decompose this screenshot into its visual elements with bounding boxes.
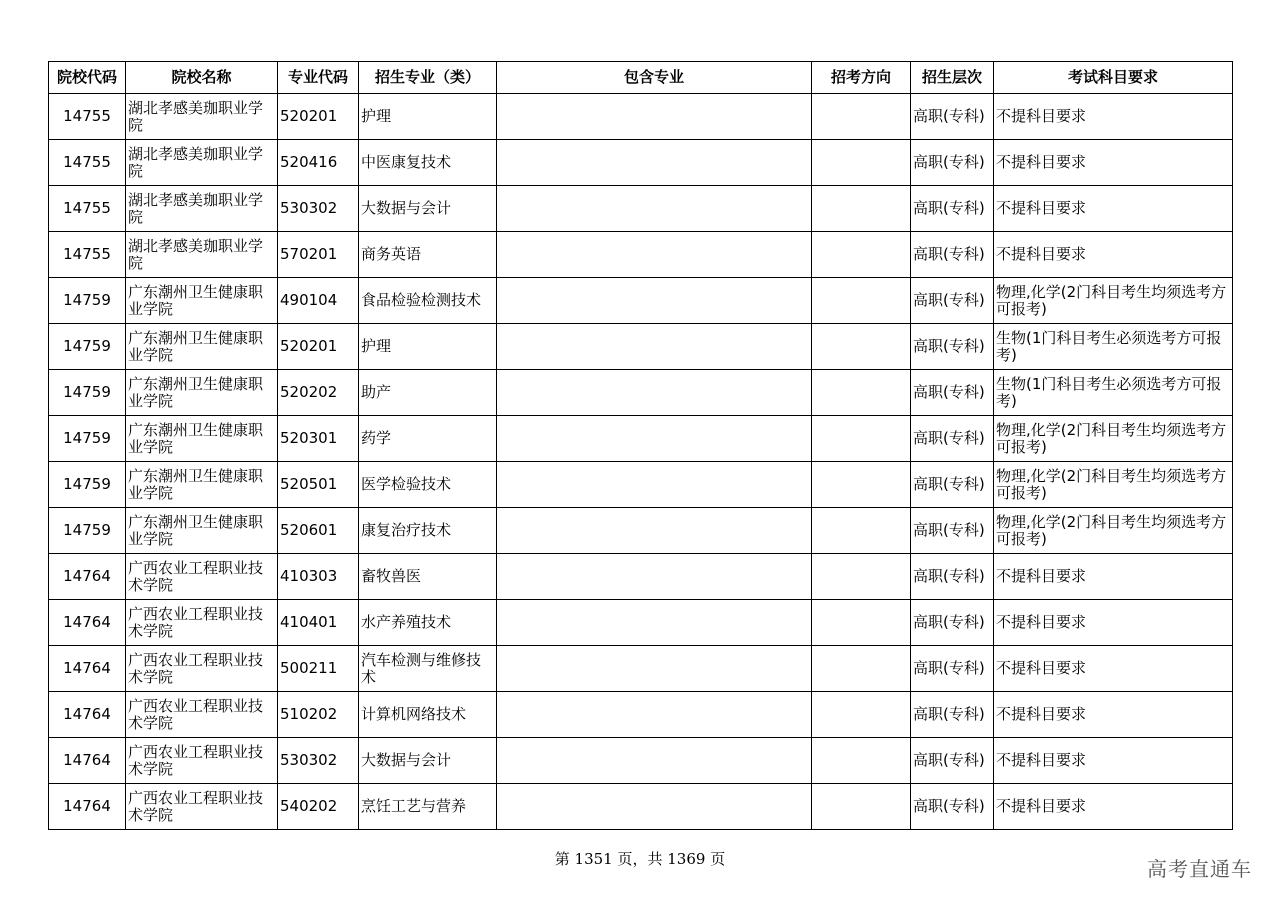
cell-major-code: 410303 (278, 554, 359, 600)
cell-major: 药学 (359, 416, 497, 462)
cell-requirement: 不提科目要求 (994, 646, 1233, 692)
cell-school-name: 广东潮州卫生健康职业学院 (126, 278, 278, 324)
cell-school-code: 14755 (49, 140, 126, 186)
cell-direction (812, 784, 911, 830)
cell-major: 畜牧兽医 (359, 554, 497, 600)
cell-level: 高职(专科) (911, 692, 994, 738)
table-row (49, 278, 1233, 324)
page-number: 第 1351 页，共 1369 页 (554, 850, 726, 868)
cell-school-name: 湖北孝感美珈职业学院 (126, 232, 278, 278)
cell-direction (812, 462, 911, 508)
cell-included-majors (497, 462, 812, 508)
cell-level: 高职(专科) (911, 370, 994, 416)
table-row (49, 140, 1233, 186)
cell-included-majors (497, 278, 812, 324)
table-row (49, 646, 1233, 692)
cell-included-majors (497, 784, 812, 830)
cell-school-name: 广东潮州卫生健康职业学院 (126, 508, 278, 554)
header-level: 招生层次 (911, 62, 994, 94)
cell-school-code: 14759 (49, 508, 126, 554)
cell-school-name: 广西农业工程职业技术学院 (126, 692, 278, 738)
cell-major-code: 530302 (278, 738, 359, 784)
cell-level: 高职(专科) (911, 416, 994, 462)
cell-direction (812, 554, 911, 600)
cell-included-majors (497, 324, 812, 370)
cell-level: 高职(专科) (911, 94, 994, 140)
cell-major-code: 520201 (278, 94, 359, 140)
cell-major-code: 520416 (278, 140, 359, 186)
cell-direction (812, 370, 911, 416)
cell-school-code: 14764 (49, 646, 126, 692)
cell-school-name: 广西农业工程职业技术学院 (126, 554, 278, 600)
cell-requirement: 不提科目要求 (994, 784, 1233, 830)
cell-major: 汽车检测与维修技术 (359, 646, 497, 692)
header-included-majors: 包含专业 (497, 62, 812, 94)
cell-school-code: 14759 (49, 462, 126, 508)
cell-major: 康复治疗技术 (359, 508, 497, 554)
watermark-text: 高考直通车 (1147, 857, 1252, 881)
cell-requirement: 不提科目要求 (994, 94, 1233, 140)
cell-school-name: 湖北孝感美珈职业学院 (126, 94, 278, 140)
cell-school-code: 14764 (49, 738, 126, 784)
cell-major: 大数据与会计 (359, 738, 497, 784)
cell-major-code: 540202 (278, 784, 359, 830)
cell-direction (812, 416, 911, 462)
cell-level: 高职(专科) (911, 140, 994, 186)
cell-school-code: 14759 (49, 278, 126, 324)
cell-requirement: 物理,化学(2门科目考生均须选考方可报考) (994, 508, 1233, 554)
cell-major: 护理 (359, 94, 497, 140)
cell-requirement: 不提科目要求 (994, 140, 1233, 186)
header-school-name: 院校名称 (126, 62, 278, 94)
cell-school-name: 广西农业工程职业技术学院 (126, 784, 278, 830)
cell-included-majors (497, 416, 812, 462)
header-school-code: 院校代码 (49, 62, 126, 94)
cell-requirement: 物理,化学(2门科目考生均须选考方可报考) (994, 462, 1233, 508)
cell-requirement: 不提科目要求 (994, 554, 1233, 600)
table-row (49, 784, 1233, 830)
cell-requirement: 不提科目要求 (994, 232, 1233, 278)
table-row (49, 738, 1233, 784)
cell-requirement: 不提科目要求 (994, 738, 1233, 784)
cell-included-majors (497, 738, 812, 784)
cell-included-majors (497, 692, 812, 738)
table-row (49, 462, 1233, 508)
cell-major: 商务英语 (359, 232, 497, 278)
cell-major-code: 510202 (278, 692, 359, 738)
cell-level: 高职(专科) (911, 232, 994, 278)
cell-major-code: 500211 (278, 646, 359, 692)
cell-school-code: 14755 (49, 94, 126, 140)
cell-included-majors (497, 508, 812, 554)
cell-level: 高职(专科) (911, 278, 994, 324)
cell-school-name: 广东潮州卫生健康职业学院 (126, 324, 278, 370)
cell-school-name: 湖北孝感美珈职业学院 (126, 140, 278, 186)
cell-level: 高职(专科) (911, 324, 994, 370)
cell-school-name: 广东潮州卫生健康职业学院 (126, 416, 278, 462)
cell-major-code: 530302 (278, 186, 359, 232)
cell-requirement: 生物(1门科目考生必须选考方可报考) (994, 324, 1233, 370)
table-row (49, 370, 1233, 416)
cell-level: 高职(专科) (911, 462, 994, 508)
cell-school-code: 14759 (49, 324, 126, 370)
table-row (49, 186, 1233, 232)
cell-major-code: 520601 (278, 508, 359, 554)
cell-direction (812, 94, 911, 140)
cell-included-majors (497, 232, 812, 278)
cell-direction (812, 600, 911, 646)
cell-major: 烹饪工艺与营养 (359, 784, 497, 830)
cell-requirement: 物理,化学(2门科目考生均须选考方可报考) (994, 278, 1233, 324)
cell-direction (812, 278, 911, 324)
cell-major: 食品检验检测技术 (359, 278, 497, 324)
cell-school-name: 湖北孝感美珈职业学院 (126, 186, 278, 232)
cell-level: 高职(专科) (911, 646, 994, 692)
cell-school-code: 14759 (49, 416, 126, 462)
cell-direction (812, 646, 911, 692)
cell-direction (812, 324, 911, 370)
cell-included-majors (497, 186, 812, 232)
cell-level: 高职(专科) (911, 784, 994, 830)
cell-included-majors (497, 600, 812, 646)
cell-level: 高职(专科) (911, 554, 994, 600)
cell-school-name: 广西农业工程职业技术学院 (126, 738, 278, 784)
cell-school-code: 14755 (49, 232, 126, 278)
cell-major-code: 520202 (278, 370, 359, 416)
cell-school-code: 14764 (49, 600, 126, 646)
cell-major-code: 520201 (278, 324, 359, 370)
cell-major: 计算机网络技术 (359, 692, 497, 738)
cell-direction (812, 140, 911, 186)
cell-included-majors (497, 94, 812, 140)
cell-school-code: 14759 (49, 370, 126, 416)
cell-major: 医学检验技术 (359, 462, 497, 508)
cell-direction (812, 738, 911, 784)
admissions-table (48, 61, 1233, 830)
cell-requirement: 不提科目要求 (994, 186, 1233, 232)
cell-school-code: 14764 (49, 692, 126, 738)
cell-school-name: 广西农业工程职业技术学院 (126, 600, 278, 646)
table-row (49, 232, 1233, 278)
header-major-code: 专业代码 (278, 62, 359, 94)
cell-requirement: 不提科目要求 (994, 600, 1233, 646)
cell-major: 大数据与会计 (359, 186, 497, 232)
table-row (49, 324, 1233, 370)
header-direction: 招考方向 (812, 62, 911, 94)
table-row (49, 692, 1233, 738)
table-row (49, 416, 1233, 462)
cell-level: 高职(专科) (911, 508, 994, 554)
cell-school-code: 14764 (49, 784, 126, 830)
table-row (49, 94, 1233, 140)
cell-major-code: 520501 (278, 462, 359, 508)
cell-included-majors (497, 554, 812, 600)
cell-major: 助产 (359, 370, 497, 416)
cell-major: 水产养殖技术 (359, 600, 497, 646)
table-row (49, 508, 1233, 554)
cell-major: 护理 (359, 324, 497, 370)
cell-major-code: 520301 (278, 416, 359, 462)
cell-requirement: 物理,化学(2门科目考生均须选考方可报考) (994, 416, 1233, 462)
cell-direction (812, 232, 911, 278)
cell-school-name: 广东潮州卫生健康职业学院 (126, 370, 278, 416)
cell-direction (812, 692, 911, 738)
cell-school-name: 广东潮州卫生健康职业学院 (126, 462, 278, 508)
cell-major-code: 570201 (278, 232, 359, 278)
cell-direction (812, 508, 911, 554)
cell-major: 中医康复技术 (359, 140, 497, 186)
table-body (49, 94, 1233, 830)
cell-major-code: 490104 (278, 278, 359, 324)
cell-level: 高职(专科) (911, 600, 994, 646)
cell-included-majors (497, 140, 812, 186)
cell-requirement: 生物(1门科目考生必须选考方可报考) (994, 370, 1233, 416)
cell-level: 高职(专科) (911, 738, 994, 784)
cell-school-code: 14764 (49, 554, 126, 600)
cell-level: 高职(专科) (911, 186, 994, 232)
cell-major-code: 410401 (278, 600, 359, 646)
cell-included-majors (497, 370, 812, 416)
cell-included-majors (497, 646, 812, 692)
table-row (49, 554, 1233, 600)
cell-requirement: 不提科目要求 (994, 692, 1233, 738)
header-major: 招生专业（类） (359, 62, 497, 94)
header-requirement: 考试科目要求 (994, 62, 1233, 94)
cell-school-name: 广西农业工程职业技术学院 (126, 646, 278, 692)
table-row (49, 600, 1233, 646)
cell-direction (812, 186, 911, 232)
table-header-row (49, 62, 1233, 94)
cell-school-code: 14755 (49, 186, 126, 232)
